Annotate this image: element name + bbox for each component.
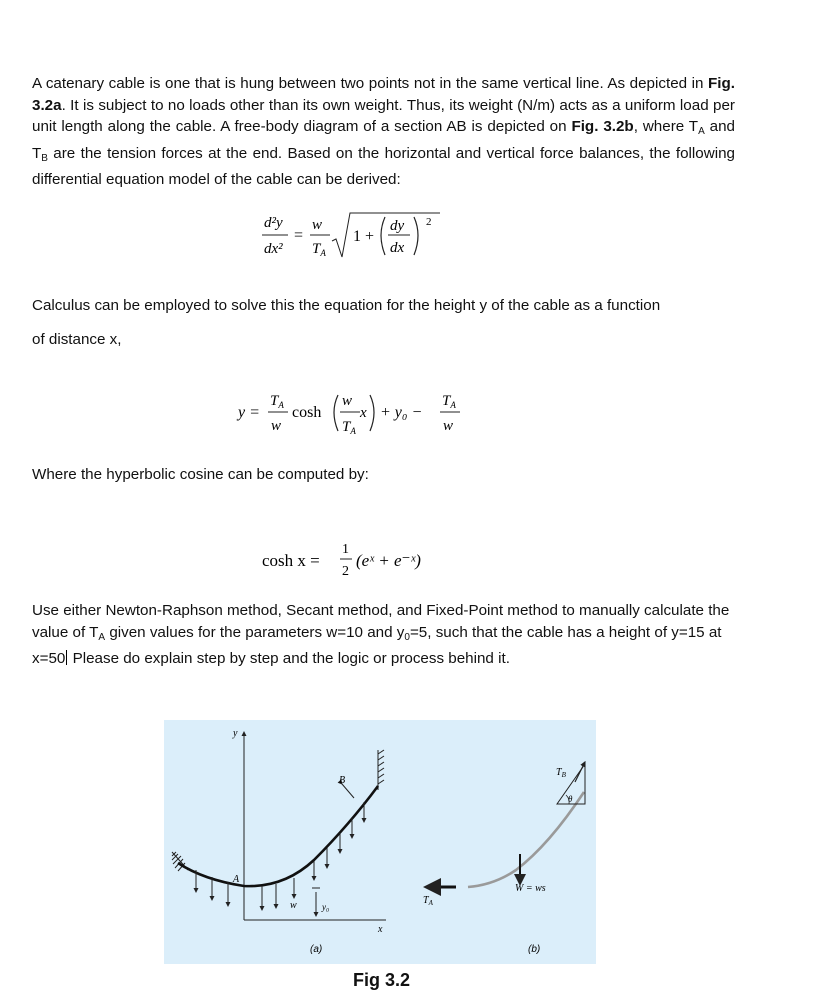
svg-text:TA: $T_A$	[312, 241, 326, 258]
svg-text:w: w	[312, 217, 323, 233]
tension-b-arrow	[575, 762, 585, 782]
svg-text:dx: dx	[390, 240, 405, 256]
svg-text:y =: y =	[238, 404, 260, 421]
svg-text:(eˣ + e⁻ˣ): (eˣ + e⁻ˣ)	[356, 551, 421, 570]
fig-ref-a: Fig. 3.2a	[32, 75, 735, 114]
svg-text:x: x	[378, 924, 383, 935]
svg-text:w: w	[290, 900, 297, 911]
load-arrows	[196, 802, 364, 910]
intro-paragraph: A catenary cable is one that is hung between two points not in the same vertical line. As depicted in Fig. 3.2a. It is subject to no loads other than its own weight. Thus, its weight (N/m) acts as a uniform load per unit length along the cable. A free-body diagram of a section AB is depicted on Fig. 3.2b, where $T_A$ and $T_B$ are the tension forces at the end. Based on the horizontal and vertical force balances, the following differential equation model of the cable can be derived:	[32, 75, 735, 189]
cable-section-b	[468, 792, 584, 887]
svg-text:2: 2	[426, 216, 432, 228]
svg-text:y₀: y₀	[322, 902, 330, 912]
calculus-line-2: of distance x,	[32, 331, 122, 348]
svg-text:w: w	[342, 393, 353, 409]
hyperbolic-cosine-intro: Where the hyperbolic cosine can be computed by:	[32, 466, 369, 483]
svg-text:TA: $T_A$	[270, 393, 284, 410]
svg-text:w: w	[443, 418, 454, 434]
figure-caption: Fig 3.2	[353, 970, 411, 990]
catenary-cable	[178, 786, 378, 886]
cosh-definition	[258, 535, 448, 585]
svg-text:θ: θ	[568, 794, 573, 804]
svg-text:cosh: cosh	[292, 404, 322, 421]
catenary-figure	[164, 720, 596, 964]
catenary-equation	[232, 385, 468, 440]
svg-text:TB: $T_B$	[556, 767, 566, 779]
tension-b-arrow-a	[342, 784, 354, 798]
svg-text:TA: $T_A$	[342, 419, 356, 436]
right-support	[378, 750, 384, 790]
svg-text:TA: $T_A$	[442, 393, 456, 410]
svg-text:2: 2	[342, 564, 349, 579]
figure-drawing	[164, 720, 596, 964]
svg-text:A: A	[233, 874, 240, 885]
svg-text:cosh x =: cosh x =	[262, 551, 320, 570]
svg-text:y: y	[233, 728, 238, 739]
svg-text:W = ws: W = ws	[515, 883, 546, 894]
fig-ref-b: Fig. 3.2b	[571, 118, 634, 136]
svg-text:x: x	[360, 405, 367, 421]
svg-text:d²y: d²y	[264, 215, 283, 231]
calculus-line-1: Calculus can be employed to solve this the equation for the height y of the cable as a function	[32, 297, 661, 314]
svg-text:B: B	[339, 775, 346, 786]
differential-equation	[250, 205, 450, 270]
svg-text:1: 1	[342, 542, 349, 557]
svg-text:=: =	[294, 227, 304, 244]
svg-text:w: w	[271, 418, 282, 434]
svg-text:(a): (a)	[310, 944, 323, 955]
svg-text:1 +: 1 +	[353, 228, 375, 245]
svg-text:dy: dy	[390, 218, 405, 234]
svg-text:(b): (b)	[528, 944, 541, 955]
svg-text:+ y₀ −: + y₀ −	[380, 404, 423, 421]
task-paragraph: Use either Newton-Raphson method, Secant method, and Fixed-Point method to manually calculate the value of $T_A$ given values for the parameters w=10 and $y_0=5$, such that the cable has a height of y=15 at x=50 Please do explain step by step and the logic or process behind it.	[32, 602, 730, 668]
svg-text:TA: $T_A$	[423, 895, 433, 907]
svg-text:dx²: dx²	[264, 241, 283, 257]
